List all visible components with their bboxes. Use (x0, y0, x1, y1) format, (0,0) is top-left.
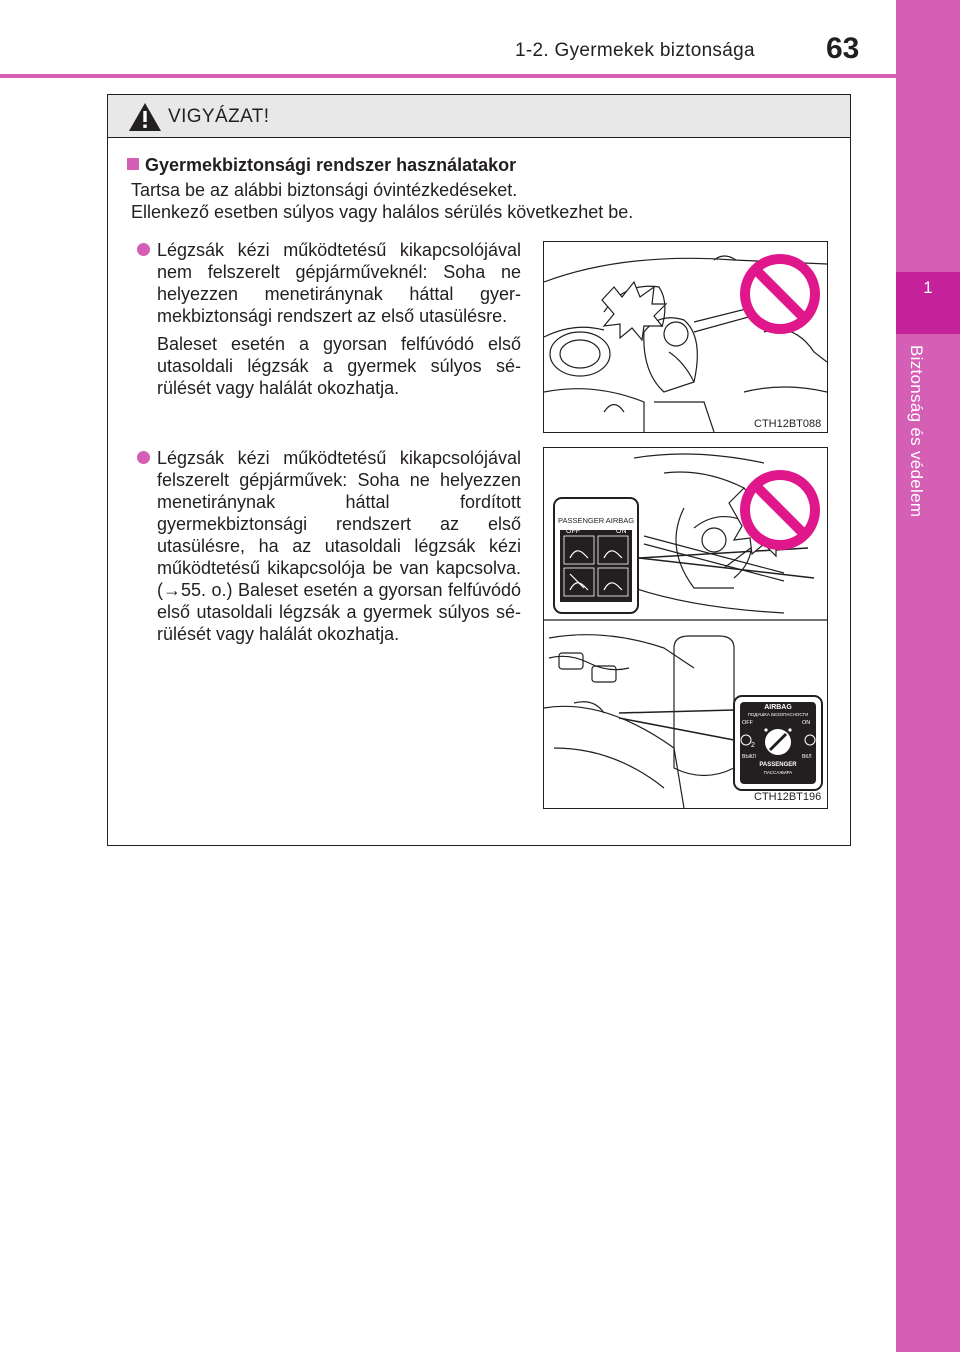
switch-bottom-label: PASSENGER (759, 762, 797, 768)
warning-title: VIGYÁZAT! (168, 106, 270, 127)
warning-subheading-text: Gyermekbiztonsági rendszer használatakor (145, 155, 517, 175)
intro-line: Tartsa be az alábbi biztonsági óvintézkedéseket. (131, 180, 518, 200)
indicator-panel-title: PASSENGER AIRBAG (558, 516, 635, 525)
page-number: 63 (826, 32, 860, 65)
indicator-on-label: ON (616, 528, 627, 535)
car-interior-switch-illustration (544, 448, 827, 808)
switch-on-ru-label: ВКЛ (802, 754, 812, 760)
bullet-dot-icon (137, 451, 150, 464)
bullet-dot-icon (137, 243, 150, 256)
chapter-title-tab (900, 345, 956, 605)
header-divider (0, 74, 896, 78)
car-interior-illustration (544, 242, 827, 432)
switch-off-label: OFF (742, 720, 753, 726)
intro-line: Ellenkező esetben súlyos vagy halálos sérülés következhet be. (131, 202, 634, 222)
image-code: CTH12BT196 (754, 791, 822, 803)
switch-bottom-ru-label: ПАССАЖИРА (763, 770, 793, 775)
image-code: CTH12BT088 (754, 418, 822, 430)
switch-number: 2 (751, 742, 755, 749)
illustration-rear-facing-seat (543, 241, 828, 433)
warning-subheading (127, 155, 516, 176)
bullet-paragraph: Légzsák kézi működtetésű kikapcsolójával nem felszerelt gépjárműveknél: Soha ne helyezzen menetiránynak háttal gyermekbiztonsági rendszert az első utasülésre. (157, 240, 521, 326)
indicator-off-label: OFF (566, 528, 580, 535)
square-bullet-icon (127, 158, 139, 170)
chapter-number-tab: 1 (896, 272, 960, 334)
chapter-side-bar (896, 0, 960, 1352)
illustration-airbag-switch (543, 447, 828, 809)
warning-triangle-icon (128, 102, 162, 132)
switch-subtitle: ПОДУШКА БЕЗОПАСНОСТИ (747, 712, 809, 717)
bullet-paragraph: Légzsák kézi működtetésű kikapcsolójával felszerelt gépjárművek: Soha ne helyezzen menetiránynak háttal fordított gyermekbiztonsági rendszert az első utasülésre, ha az utasoldali légzsák kézi működtetésű kikapcsolója be van kapcsolva. (→55. o.) Baleset esetén a gyorsan felfúvódó első utasoldali légzsák a gyermek súlyos sérülését vagy halálát okozhatja. (157, 448, 521, 644)
bullet-item (137, 447, 521, 645)
warning-header (108, 95, 850, 138)
switch-off-ru-label: ВЫКЛ (742, 754, 756, 760)
bullet-item (137, 239, 521, 399)
switch-title: AIRBAG (764, 704, 792, 711)
warning-box (107, 94, 851, 846)
chapter-title: Biztonság és védelem (907, 345, 926, 518)
switch-on-label: ON (802, 720, 811, 726)
section-title: 1-2. Gyermekek biztonsága (515, 40, 755, 61)
warning-intro (131, 179, 821, 223)
bullet-paragraph: Baleset esetén a gyorsan felfúvódó első utasoldali légzsák a gyermek súlyos sérülését vagy halálát okozhatja. (157, 334, 521, 398)
